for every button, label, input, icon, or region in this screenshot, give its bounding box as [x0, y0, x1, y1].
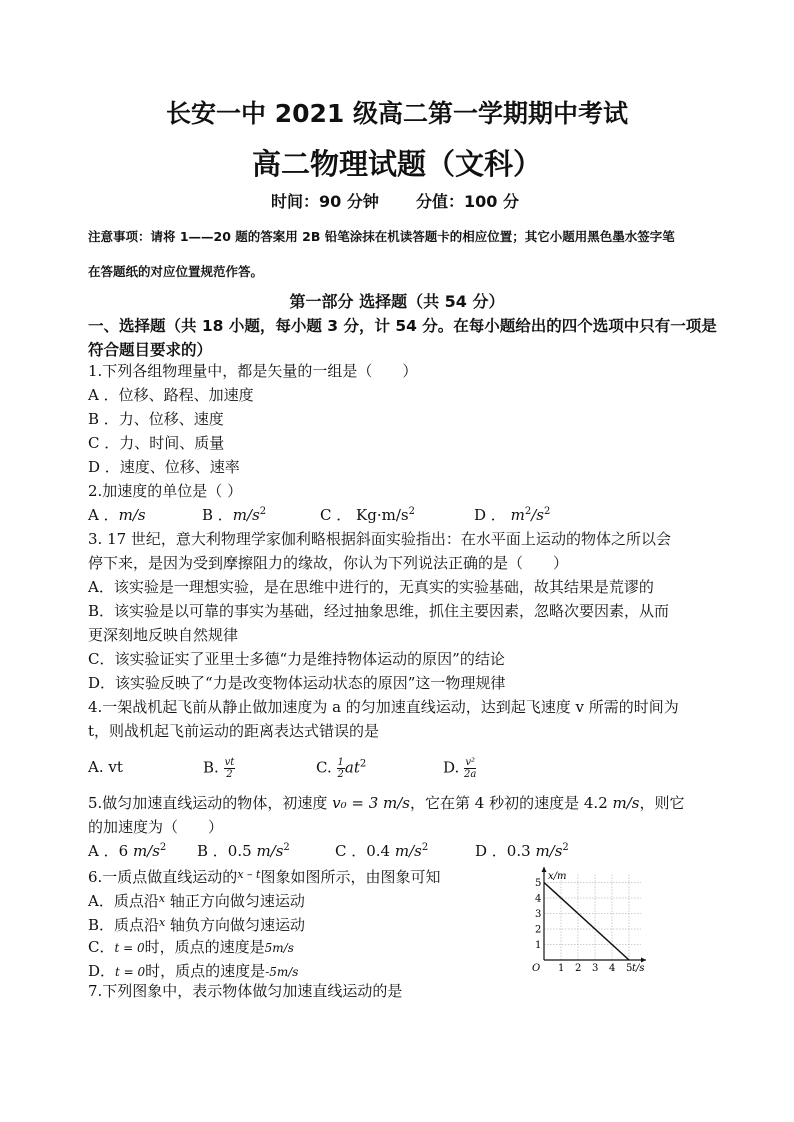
y-tick-label: 2: [535, 924, 542, 936]
y-tick-label: 3: [535, 909, 542, 920]
xt-graph: [522, 866, 652, 982]
x-tick-label: 1: [558, 963, 565, 974]
notice-line-1: 注意事项：请将 1——20 题的答案用 2B 铅笔涂抹在机读答题卡的相应位置；其它小题用黑色墨水签字笔: [88, 229, 675, 244]
xt-origin-label: O: [532, 963, 541, 974]
x-tick-label: 2: [575, 963, 582, 974]
q4-option-a: A. vt: [88, 758, 123, 776]
q5-stem-line-2: 的加速度为（ ）: [88, 818, 224, 836]
part-title: 第一部分 选择题（共 54 分）: [289, 292, 505, 311]
q2-stem: 2.加速度的单位是（ ）: [88, 482, 243, 500]
notice-line-2: 在答题纸的对应位置规范作答。: [88, 264, 264, 279]
exam-score: 分值：100 分: [416, 192, 519, 211]
y-tick-label: 5: [535, 878, 542, 889]
q6-option-d: D．t = 0时，质点的速度是-5m/s: [88, 962, 299, 980]
y-tick-label: 1: [535, 940, 542, 951]
q3-option-d: D．该实验反映了“力是改变物体运动状态的原因”这一物理规律: [88, 674, 506, 692]
xt-data-line: [544, 883, 629, 961]
xt-grid: [544, 873, 641, 960]
q6-option-c: C．t = 0时，质点的速度是5m/s: [88, 938, 294, 956]
q4-option-d: D. $\frac{\text{v²}}{2a}$: [443, 757, 477, 780]
q4-option-c: C. $\frac{1}{2}$ $at^2$: [316, 757, 367, 780]
xt-y-axis-label: x/m: [548, 871, 567, 882]
series-line: [544, 883, 629, 961]
q5-option-d: D ．0.3 $m/s^2$: [475, 842, 569, 860]
q6-option-a: A．质点沿$^x$ 轴正方向做匀速运动: [88, 892, 305, 910]
q3-option-c: C．该实验证实了亚里士多德“力是维持物体运动的原因”的结论: [88, 650, 505, 668]
q5-option-b: B ．0.5 $m/s^2$: [197, 842, 290, 860]
school-title: 长安一中 2021 级高二第一学期期中考试: [166, 99, 628, 128]
q1-option-a: A ．位移、路程、加速度: [88, 386, 254, 404]
exam-time: 时间：90 分钟: [271, 192, 379, 211]
q6-stem: 6.一质点做直线运动的$^{x - t}$图象如图所示，由图象可知: [88, 868, 441, 886]
q3-option-b-line-1: B．该实验是以可靠的事实为基础，经过抽象思维，抓住主要因素，忽略次要因素，从而: [88, 602, 670, 620]
q2-option-d: D ． $m^2/s^2$: [474, 506, 551, 524]
subject-title: 高二物理试题（文科）: [251, 147, 542, 181]
q5-option-a: A ．6 $m/s^2$: [88, 842, 167, 860]
y-tick-label: 4: [535, 893, 542, 905]
q1-option-c: C ．力、时间、质量: [88, 434, 225, 452]
q4-stem-line-1: 4.一架战机起飞前从静止做加速度为 a 的匀加速直线运动，达到起飞速度 v 所需的时间为: [88, 698, 679, 716]
x-axis-arrow: [641, 958, 646, 963]
q7-stem: 7.下列图象中，表示物体做匀加速直线运动的是: [88, 982, 403, 1000]
q1-option-b: B ．力、位移、速度: [88, 410, 224, 428]
q1-option-d: D ．速度、位移、速率: [88, 458, 240, 476]
q2-option-a: A ．m/s: [88, 506, 146, 524]
q1-stem: 1.下列各组物理量中，都是矢量的一组是（ ）: [88, 362, 418, 380]
q3-stem-line-2: 停下来，是因为受到摩擦阻力的缘故，你认为下列说法正确的是（ ）: [88, 554, 569, 572]
q5-stem-line-1: 5.做匀加速直线运动的物体，初速度 v₀ = 3 m/s，它在第 4 秒初的速度是 4.2 m/s，则它: [88, 794, 685, 812]
q6-option-b: B．质点沿$^x$ 轴负方向做匀速运动: [88, 916, 306, 934]
xt-x-axis-label: t/s: [632, 963, 645, 974]
q3-stem-line-1: 3. 17 世纪，意大利物理学家伽利略根据斜面实验指出：在水平面上运动的物体之所以会: [88, 530, 671, 548]
section-heading-line-2: 符合题目要求的）: [88, 341, 213, 359]
y-axis-arrow: [542, 867, 547, 872]
x-tick-label: 4: [609, 963, 616, 974]
q2-option-c: C ． $Kg\cdot m/s^2$: [320, 506, 415, 524]
x-tick-label: 5: [626, 963, 633, 974]
q3-option-a: A．该实验是一理想实验，是在思维中进行的，无真实的实验基础，故其结果是荒谬的: [88, 578, 654, 596]
x-tick-label: 3: [592, 963, 599, 974]
q3-option-b-line-2: 更深刻地反映自然规律: [88, 626, 239, 644]
q4-stem-line-2: t，则战机起飞前运动的距离表达式错误的是: [88, 722, 380, 740]
q2-option-b: B ．$m/s^2$: [202, 506, 267, 524]
q4-option-b: B. $\frac{vt}{2}$: [203, 757, 235, 780]
section-heading-line-1: 一、选择题（共 18 小题，每小题 3 分，计 54 分。在每小题给出的四个选项中只有一项是: [88, 317, 717, 335]
q5-option-c: C ．0.4 $m/s^2$: [335, 842, 429, 860]
